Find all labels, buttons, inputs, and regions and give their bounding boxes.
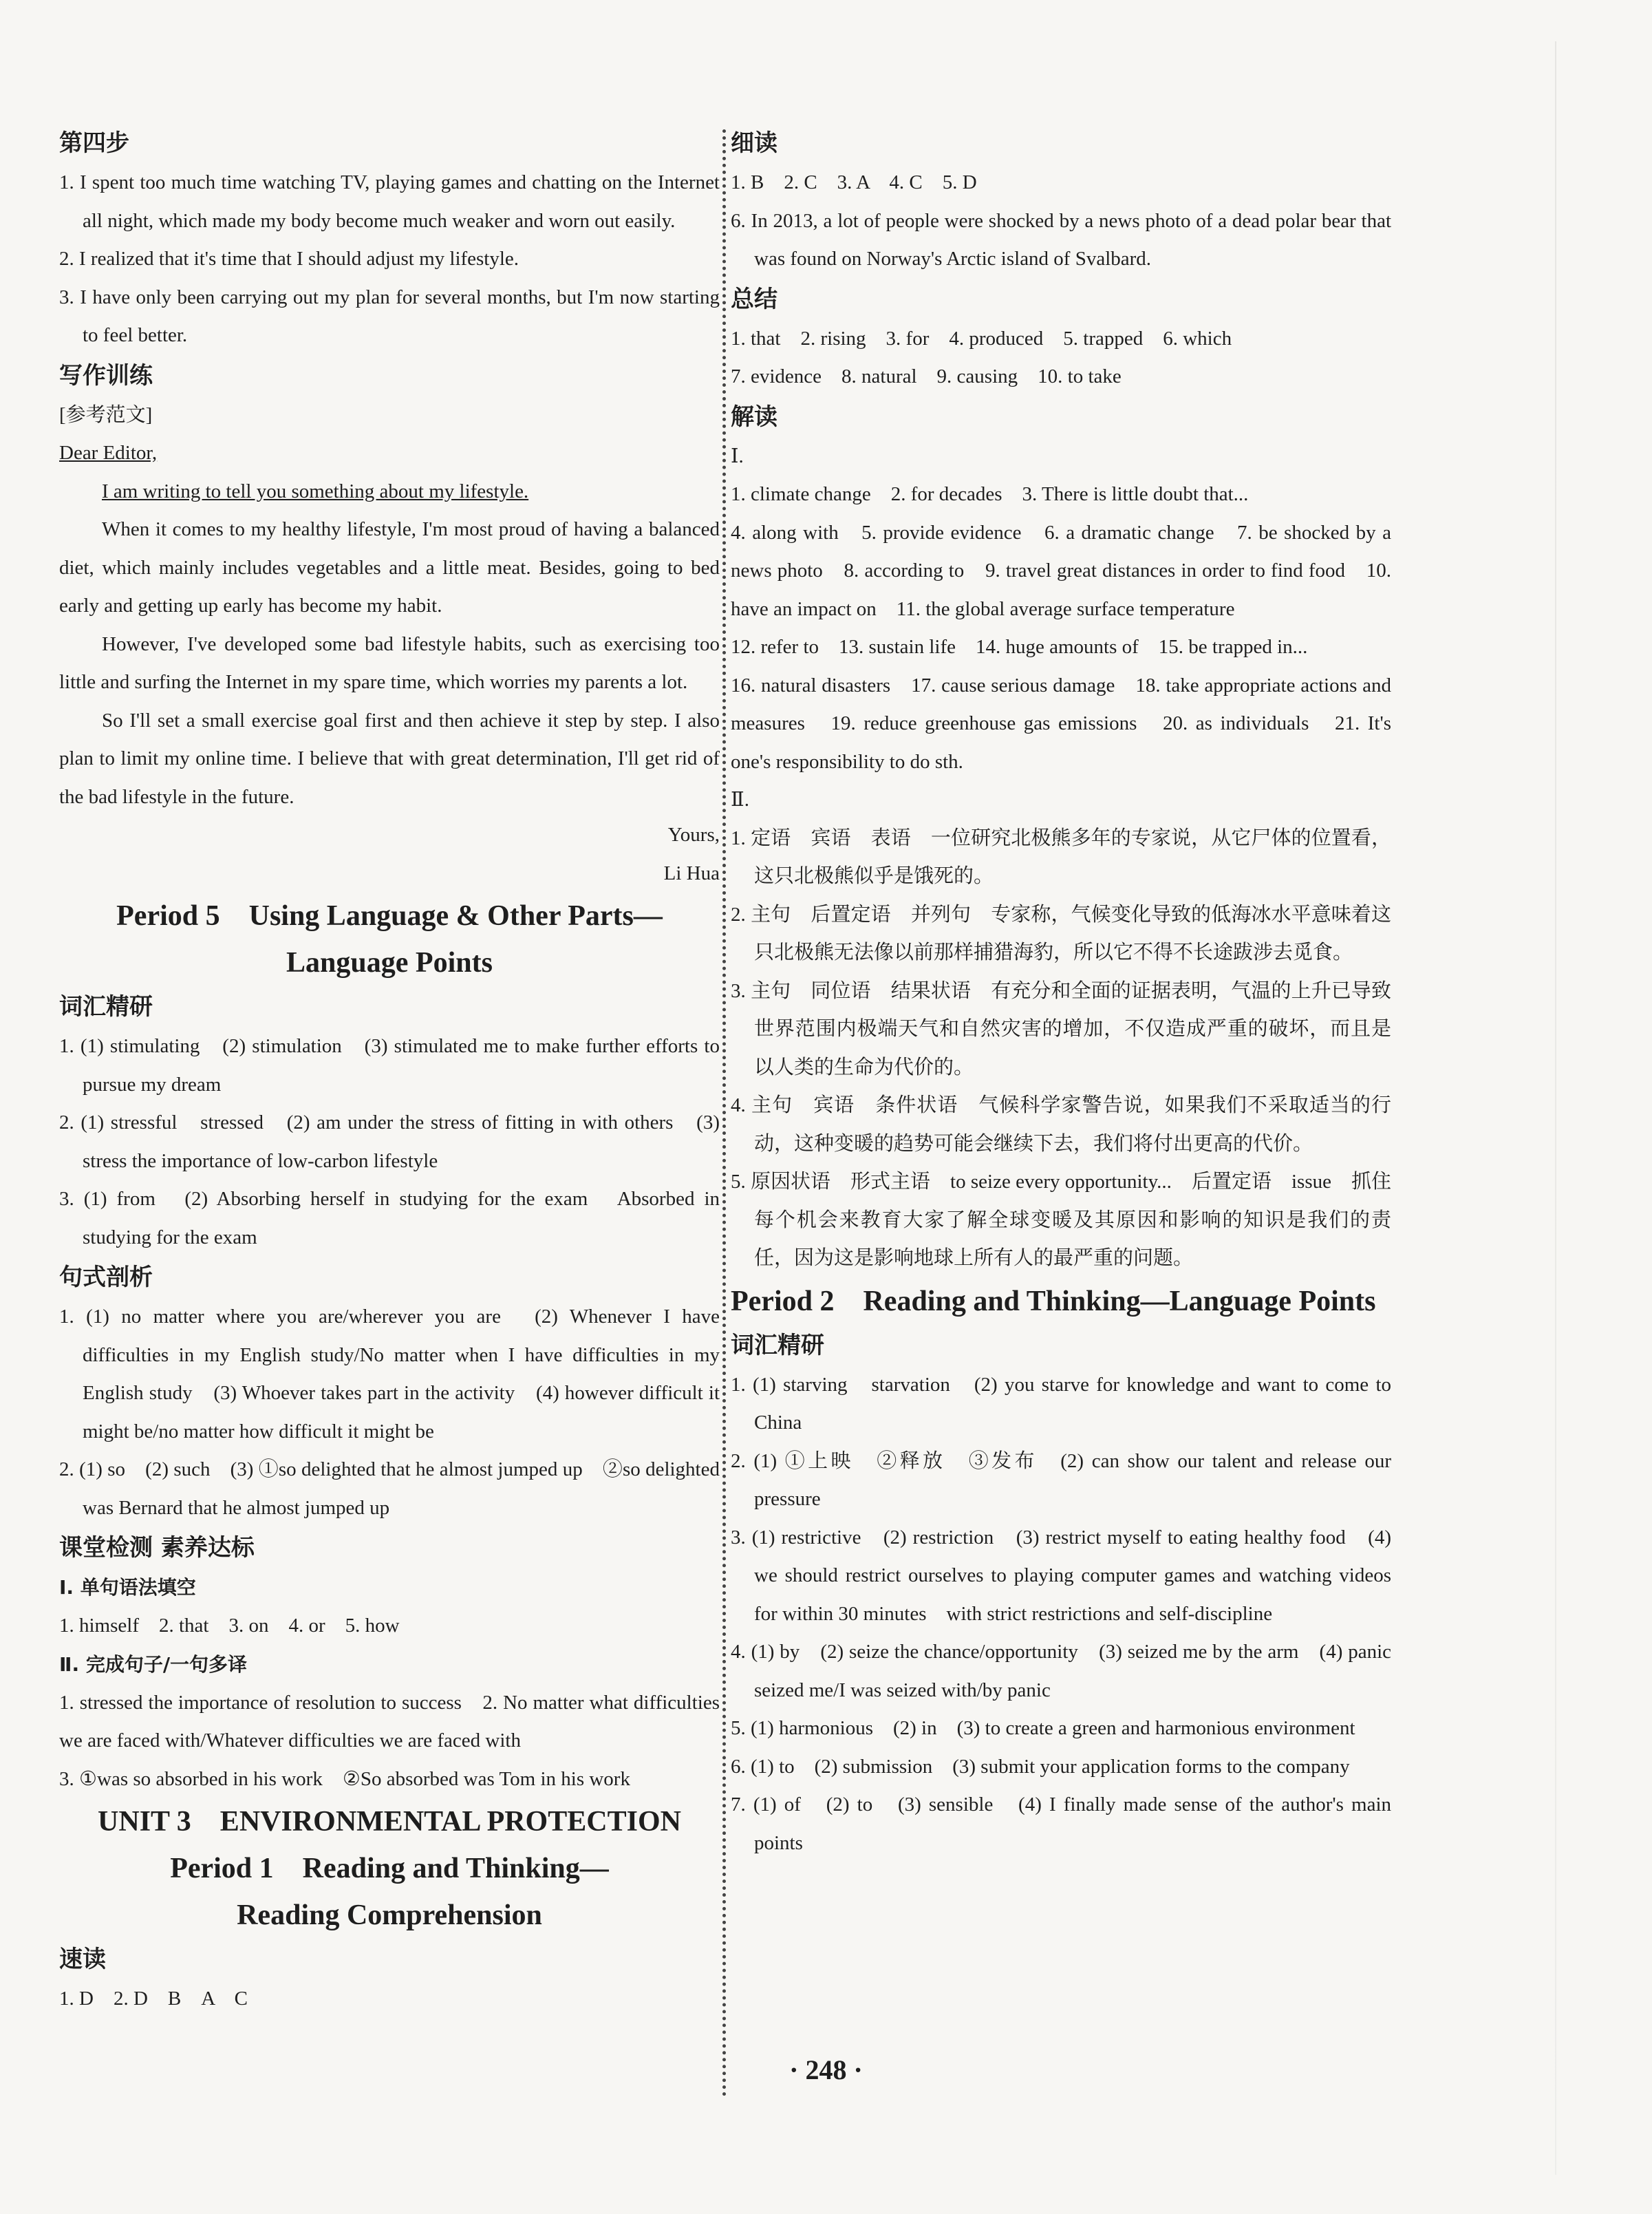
part1-item: 16. natural disasters 17. cause serious damage 18. take appropriate actions and measures 19. reduce greenhouse gas emissions 20. as individuals 21. It's one's responsibility to do sth. bbox=[731, 674, 1391, 773]
detail-heading: 细读 bbox=[731, 129, 777, 157]
explain-heading: 解读 bbox=[731, 403, 777, 431]
signature: Li Hua bbox=[663, 862, 720, 884]
check-answer-item: 3. ①was so absorbed in his work ②So absorbed was Tom in his work bbox=[59, 1767, 630, 1790]
part2-label: Ⅱ. bbox=[731, 789, 749, 811]
writing-heading: 写作训练 bbox=[59, 361, 153, 390]
part2-item: 3. 主句 同位语 结果状语 有充分和全面的证据表明，气温的上升已导致世界范围内极端天气和自然灾害的增加，不仅造成严重的破坏，而且是以人类的生命为代价的。 bbox=[731, 979, 1391, 1078]
sentence-heading: 句式剖析 bbox=[59, 1264, 153, 1291]
part1-label: Ⅰ. bbox=[731, 445, 744, 467]
vocab-item: 5. (1) harmonious (2) in (3) to create a green and harmonious environment bbox=[731, 1717, 1355, 1739]
detail-answer: 1. B 2. C 3. A 4. C 5. D bbox=[731, 171, 977, 193]
vocab-item: 1. (1) stimulating (2) stimulation (3) stimulated me to make further efforts to pursue my dream bbox=[59, 1035, 720, 1096]
essay-paragraph: So I'll set a small exercise goal first and then achieve it step by step. I also plan to limit my online time. I believe that with great determination, I'll get rid of the bad lifestyle in the future. bbox=[59, 709, 720, 808]
step4-item: 2. I realized that it's time that I should adjust my lifestyle. bbox=[59, 248, 519, 270]
vocab-item: 7. (1) of (2) to (3) sensible (4) I finally made sense of the author's main points bbox=[731, 1793, 1391, 1854]
vocab-item: 6. (1) to (2) submission (3) submit your application forms to the company bbox=[731, 1755, 1350, 1778]
sentence-item: 2. (1) so (2) such (3) ①so delighted that he almost jumped up ②so delighted was Bernard that he almost jumped up bbox=[59, 1458, 720, 1519]
vocab-item: 2. (1) stressful stressed (2) am under the stress of fitting in with others (3) stress the importance of low-carbon lifestyle bbox=[59, 1111, 720, 1172]
summary-answer: 1. that 2. rising 3. for 4. produced 5. trapped 6. which bbox=[731, 327, 1232, 350]
part2-item: 2. 主句 后置定语 并列句 专家称，气候变化导致的低海冰水平意味着这只北极熊无法像以前那样捕猎海豹，所以它不得不长途跋涉去觅食。 bbox=[731, 903, 1391, 964]
part1-item: 1. climate change 2. for decades 3. There is little doubt that... bbox=[731, 483, 1249, 505]
right-column bbox=[731, 123, 1391, 1862]
period5-title: Period 5 Using Language & Other Parts— bbox=[116, 900, 663, 932]
vocab-item: 1. (1) starving starvation (2) you starve for knowledge and want to come to China bbox=[731, 1373, 1391, 1434]
summary-heading: 总结 bbox=[731, 285, 777, 313]
detail-answer: 6. In 2013, a lot of people were shocked by a news photo of a dead polar bear that was found on Norway's Arctic island of Svalbard. bbox=[731, 209, 1391, 270]
page-edge bbox=[1555, 41, 1556, 2175]
check-answer-item: 1. stressed the importance of resolution to success 2. No matter what difficulties we are faced with/Whatever difficulties we are faced with bbox=[59, 1691, 720, 1752]
column-divider bbox=[722, 129, 726, 2098]
opening-sentence: I am writing to tell you something about my lifestyle. bbox=[102, 480, 529, 502]
vocab-heading: 词汇精研 bbox=[59, 993, 153, 1021]
unit-title: UNIT 3 ENVIRONMENTAL PROTECTION bbox=[98, 1806, 681, 1838]
vocab-item: 2. (1) ①上映 ②释放 ③发布 (2) can show our talent and release our pressure bbox=[731, 1449, 1391, 1510]
part1-item: 12. refer to 13. sustain life 14. huge amounts of 15. be trapped in... bbox=[731, 636, 1308, 658]
vocab-item: 3. (1) from (2) Absorbing herself in studying for the exam Absorbed in studying for the exam bbox=[59, 1188, 720, 1248]
period5-subtitle: Language Points bbox=[286, 947, 493, 979]
salutation: Dear Editor, bbox=[59, 442, 158, 464]
left-column bbox=[59, 123, 720, 2019]
period1-title: Period 1 Reading and Thinking— bbox=[170, 1853, 609, 1884]
step4-item: 3. I have only been carrying out my plan for several months, but I'm now starting to feel better. bbox=[59, 286, 720, 346]
essay-paragraph: When it comes to my healthy lifestyle, I'm most proud of having a balanced diet, which mainly includes vegetables and a little meat. Besides, going to bed early and getting up early has become my habit. bbox=[59, 518, 720, 617]
check-heading: 课堂检测 素养达标 bbox=[59, 1534, 255, 1562]
vocab-item: 4. (1) by (2) seize the chance/opportunity (3) seized me by the arm (4) panic seized me/I was seized with/by panic bbox=[731, 1641, 1391, 1701]
page-number: · 248 · bbox=[789, 2054, 863, 2085]
part2-item: 5. 原因状语 形式主语 to seize every opportunity... 后置定语 issue 抓住每个机会来教育大家了解全球变暖及其原因和影响的知识是我们的责任，因为这是影响地球上所有人的最严重的问题。 bbox=[731, 1171, 1391, 1269]
sentence-item: 1. (1) no matter where you are/wherever you are (2) Whenever I have difficulties in my English study/No matter when I have difficulties in my English study (3) Whoever takes part in the activity (4) however difficult it might be/no matter how difficult it might be bbox=[59, 1306, 720, 1443]
closing: Yours, bbox=[667, 824, 720, 846]
skim-answers: 1. D 2. D B A C bbox=[59, 1988, 248, 2010]
part2-item: 4. 主句 宾语 条件状语 气候科学家警告说，如果我们不采取适当的行动，这种变暖的趋势可能会继续下去，我们将付出更高的代价。 bbox=[731, 1094, 1391, 1155]
skim-heading: 速读 bbox=[59, 1946, 106, 1973]
check-answers: 1. himself 2. that 3. on 4. or 5. how bbox=[59, 1615, 400, 1637]
period2-title: Period 2 Reading and Thinking—Language Points bbox=[731, 1285, 1376, 1317]
vocab-item: 3. (1) restrictive (2) restriction (3) restrict myself to eating healthy food (4) we should restrict ourselves to playing computer games and watching videos for within 30 minutes with strict restrictions and self-discipline bbox=[731, 1526, 1391, 1625]
check-subheading: Ⅱ. 完成句子/一句多译 bbox=[59, 1652, 248, 1676]
check-subheading: Ⅰ. 单句语法填空 bbox=[59, 1576, 196, 1599]
summary-answer: 7. evidence 8. natural 9. causing 10. to take bbox=[731, 365, 1122, 387]
essay-paragraph: However, I've developed some bad lifestyle habits, such as exercising too little and surfing the Internet in my spare time, which worries my parents a lot. bbox=[59, 632, 720, 693]
part1-item: 4. along with 5. provide evidence 6. a dramatic change 7. be shocked by a news photo 8. according to 9. travel great distances in order to find food 10. have an impact on 11. the global average surface temperature bbox=[731, 521, 1391, 620]
step4-heading: 第四步 bbox=[59, 129, 129, 157]
period1-subtitle: Reading Comprehension bbox=[237, 1899, 542, 1931]
part2-item: 1. 定语 宾语 表语 一位研究北极熊多年的专家说，从它尸体的位置看，这只北极熊似乎是饿死的。 bbox=[731, 827, 1391, 887]
step4-item: 1. I spent too much time watching TV, playing games and chatting on the Internet all night, which made my body become much weaker and worn out easily. bbox=[59, 171, 720, 232]
sample-label: [参考范文] bbox=[59, 403, 153, 426]
vocab-heading: 词汇精研 bbox=[731, 1331, 824, 1359]
